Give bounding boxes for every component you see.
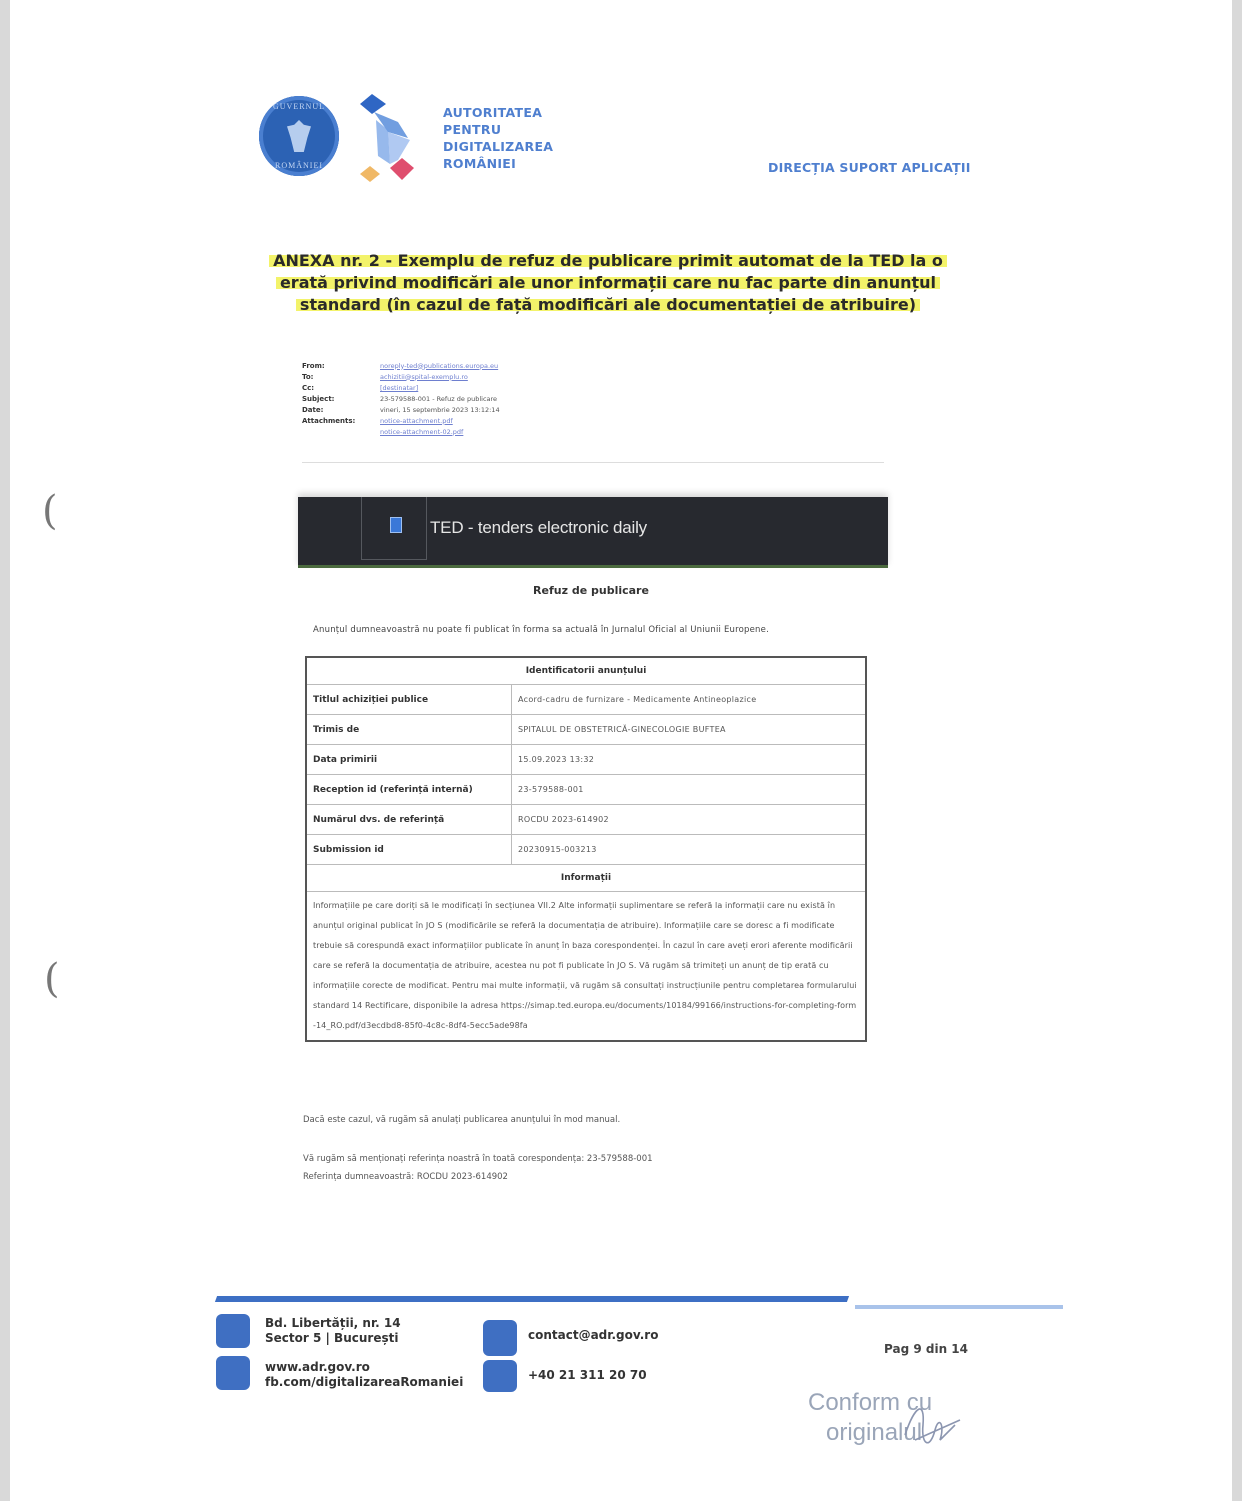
seal-top-text: GUVERNUL <box>273 102 325 111</box>
email-subject-row: Subject: 23-579588-001 - Refuz de publicare <box>302 394 498 403</box>
cancel-note: Dacă este cazul, vă rugăm să anulați publicarea anunțului în mod manual. <box>303 1115 621 1125</box>
adr-logo-icon <box>358 94 428 182</box>
page-number: Pag 9 din 14 <box>884 1342 968 1356</box>
divider <box>302 462 884 463</box>
instructions-link[interactable]: https://simap.ted.europa.eu/documents/10184/99166/instructions-for-completing-form-14_RO.pdf/d3ecdbd8-85f0-4c8c-8df4-5ecc5ade98fa <box>313 1001 857 1030</box>
info-header: Informații <box>306 865 866 892</box>
facebook-link[interactable]: fb.com/digitalizareaRomaniei <box>265 1375 464 1389</box>
footer-divider-light <box>855 1305 1063 1309</box>
location-icon <box>216 1314 250 1348</box>
email-header-block <box>302 360 882 437</box>
signature-icon <box>895 1395 965 1455</box>
reference-note: Vă rugăm să menționați referința noastră în toată corespondența: 23-579588-001 Referința dumneavoastră: ROCDU 2023-614902 <box>303 1154 653 1182</box>
refusal-intro: Anunțul dumneavoastră nu poate fi publicat în forma sa actuală în Jurnalul Oficial al Uniunii Europene. <box>313 625 769 635</box>
attachment-link[interactable]: notice-attachment.pdf <box>380 416 453 425</box>
ted-app-icon <box>390 517 402 533</box>
email-date-row: Date: vineri, 15 septembrie 2023 13:12:14 <box>302 405 500 414</box>
certified-copy-stamp: Conform cu originalul <box>808 1389 933 1446</box>
footer-email[interactable]: contact@adr.gov.ro <box>528 1328 659 1342</box>
footer-phone: +40 21 311 20 70 <box>528 1368 647 1382</box>
refusal-title: Refuz de publicare <box>533 584 649 597</box>
table-row: Reception id (referință internă) 23-579588-001 <box>306 775 866 805</box>
table-header: Identificatorii anunțului <box>306 657 866 685</box>
email-from-link[interactable]: noreply-ted@publications.europa.eu <box>380 361 499 370</box>
footer-divider <box>215 1296 849 1302</box>
email-cc-row: Cc: [destinatar] <box>302 383 419 392</box>
footer-web <box>265 1360 463 1390</box>
punch-hole-mark: ( <box>44 956 60 1002</box>
email-to-link[interactable]: achizitii@spital-exemplu.ro <box>380 372 468 381</box>
table-row: Numărul dvs. de referință ROCDU 2023-614902 <box>306 805 866 835</box>
table-row: Submission id 20230915-003213 <box>306 835 866 865</box>
email-to-row: To: achizitii@spital-exemplu.ro <box>302 372 468 381</box>
seal-bottom-text: ROMÂNIEI <box>275 161 323 170</box>
government-seal-logo <box>259 96 339 176</box>
annex-title: ANEXA nr. 2 - Exemplu de refuz de publicare primit automat de la TED la o erată privind modificări ale unor informații care nu fac parte din anunțul standard (în cazul de față modificări ale documentației de atribuire) <box>248 250 968 316</box>
info-cell: Informațiile pe care doriți să le modificați în secțiunea VII.2 Alte informații suplimentare se referă la informații care nu există în anunțul original publicat în JO S (modificările se referă la documentația de atribuire). Informațiile care se doresc a fi modificate trebuie să corespundă exact informațiilor publicate în anunț în baza corespondenței. În cazul în care aveți erori aferente modificării care se referă la documentația de atribuire, acestea nu pot fi publicate în JO S. Vă rugăm să trimiteți un anunț de tip erată cu informațiile corecte de modificat. Pentru mai multe informații, vă rugăm să consultați instrucțiunile pentru completarea formularului standard 14 Rectificare, disponibile la adresa https://simap.ted.europa.eu/documents/10184/99166/instructions-for-completing-form-14_RO.pdf/d3ecdbd8-85f0-4c8c-8df4-5ecc5ade98fa <box>306 892 866 1042</box>
email-attachments-row: Attachments: notice-attachment.pdf <box>302 416 453 425</box>
email-attachments-row-2 <box>302 426 882 437</box>
organization-name: AUTORITATEA PENTRU DIGITALIZAREA ROMÂNIEI <box>443 105 554 171</box>
web-icon <box>216 1356 250 1390</box>
email-cc-link[interactable]: [destinatar] <box>380 383 419 392</box>
email-from-row: From: noreply-ted@publications.europa.eu <box>302 361 499 370</box>
website-link[interactable]: www.adr.gov.ro <box>265 1360 370 1374</box>
attachment-link[interactable]: notice-attachment-02.pdf <box>380 427 464 436</box>
phone-icon <box>483 1360 517 1392</box>
footer-address: Bd. Libertății, nr. 14 Sector 5 | București <box>265 1316 401 1345</box>
ted-banner-title: TED - tenders electronic daily <box>430 518 647 537</box>
table-row: Titlul achiziției publice Acord-cadru de furnizare - Medicamente Antineoplazice <box>306 685 866 715</box>
eagle-coat-of-arms-icon <box>287 120 311 152</box>
table-row: Trimis de SPITALUL DE OBSTETRICĂ-GINECOLOGIE BUFTEA <box>306 715 866 745</box>
punch-hole-mark: ( <box>42 488 58 534</box>
department-name: DIRECȚIA SUPORT APLICAȚII <box>768 160 971 175</box>
table-row: Data primirii 15.09.2023 13:32 <box>306 745 866 775</box>
notice-identifiers-table <box>305 656 867 1042</box>
email-icon <box>483 1320 517 1356</box>
